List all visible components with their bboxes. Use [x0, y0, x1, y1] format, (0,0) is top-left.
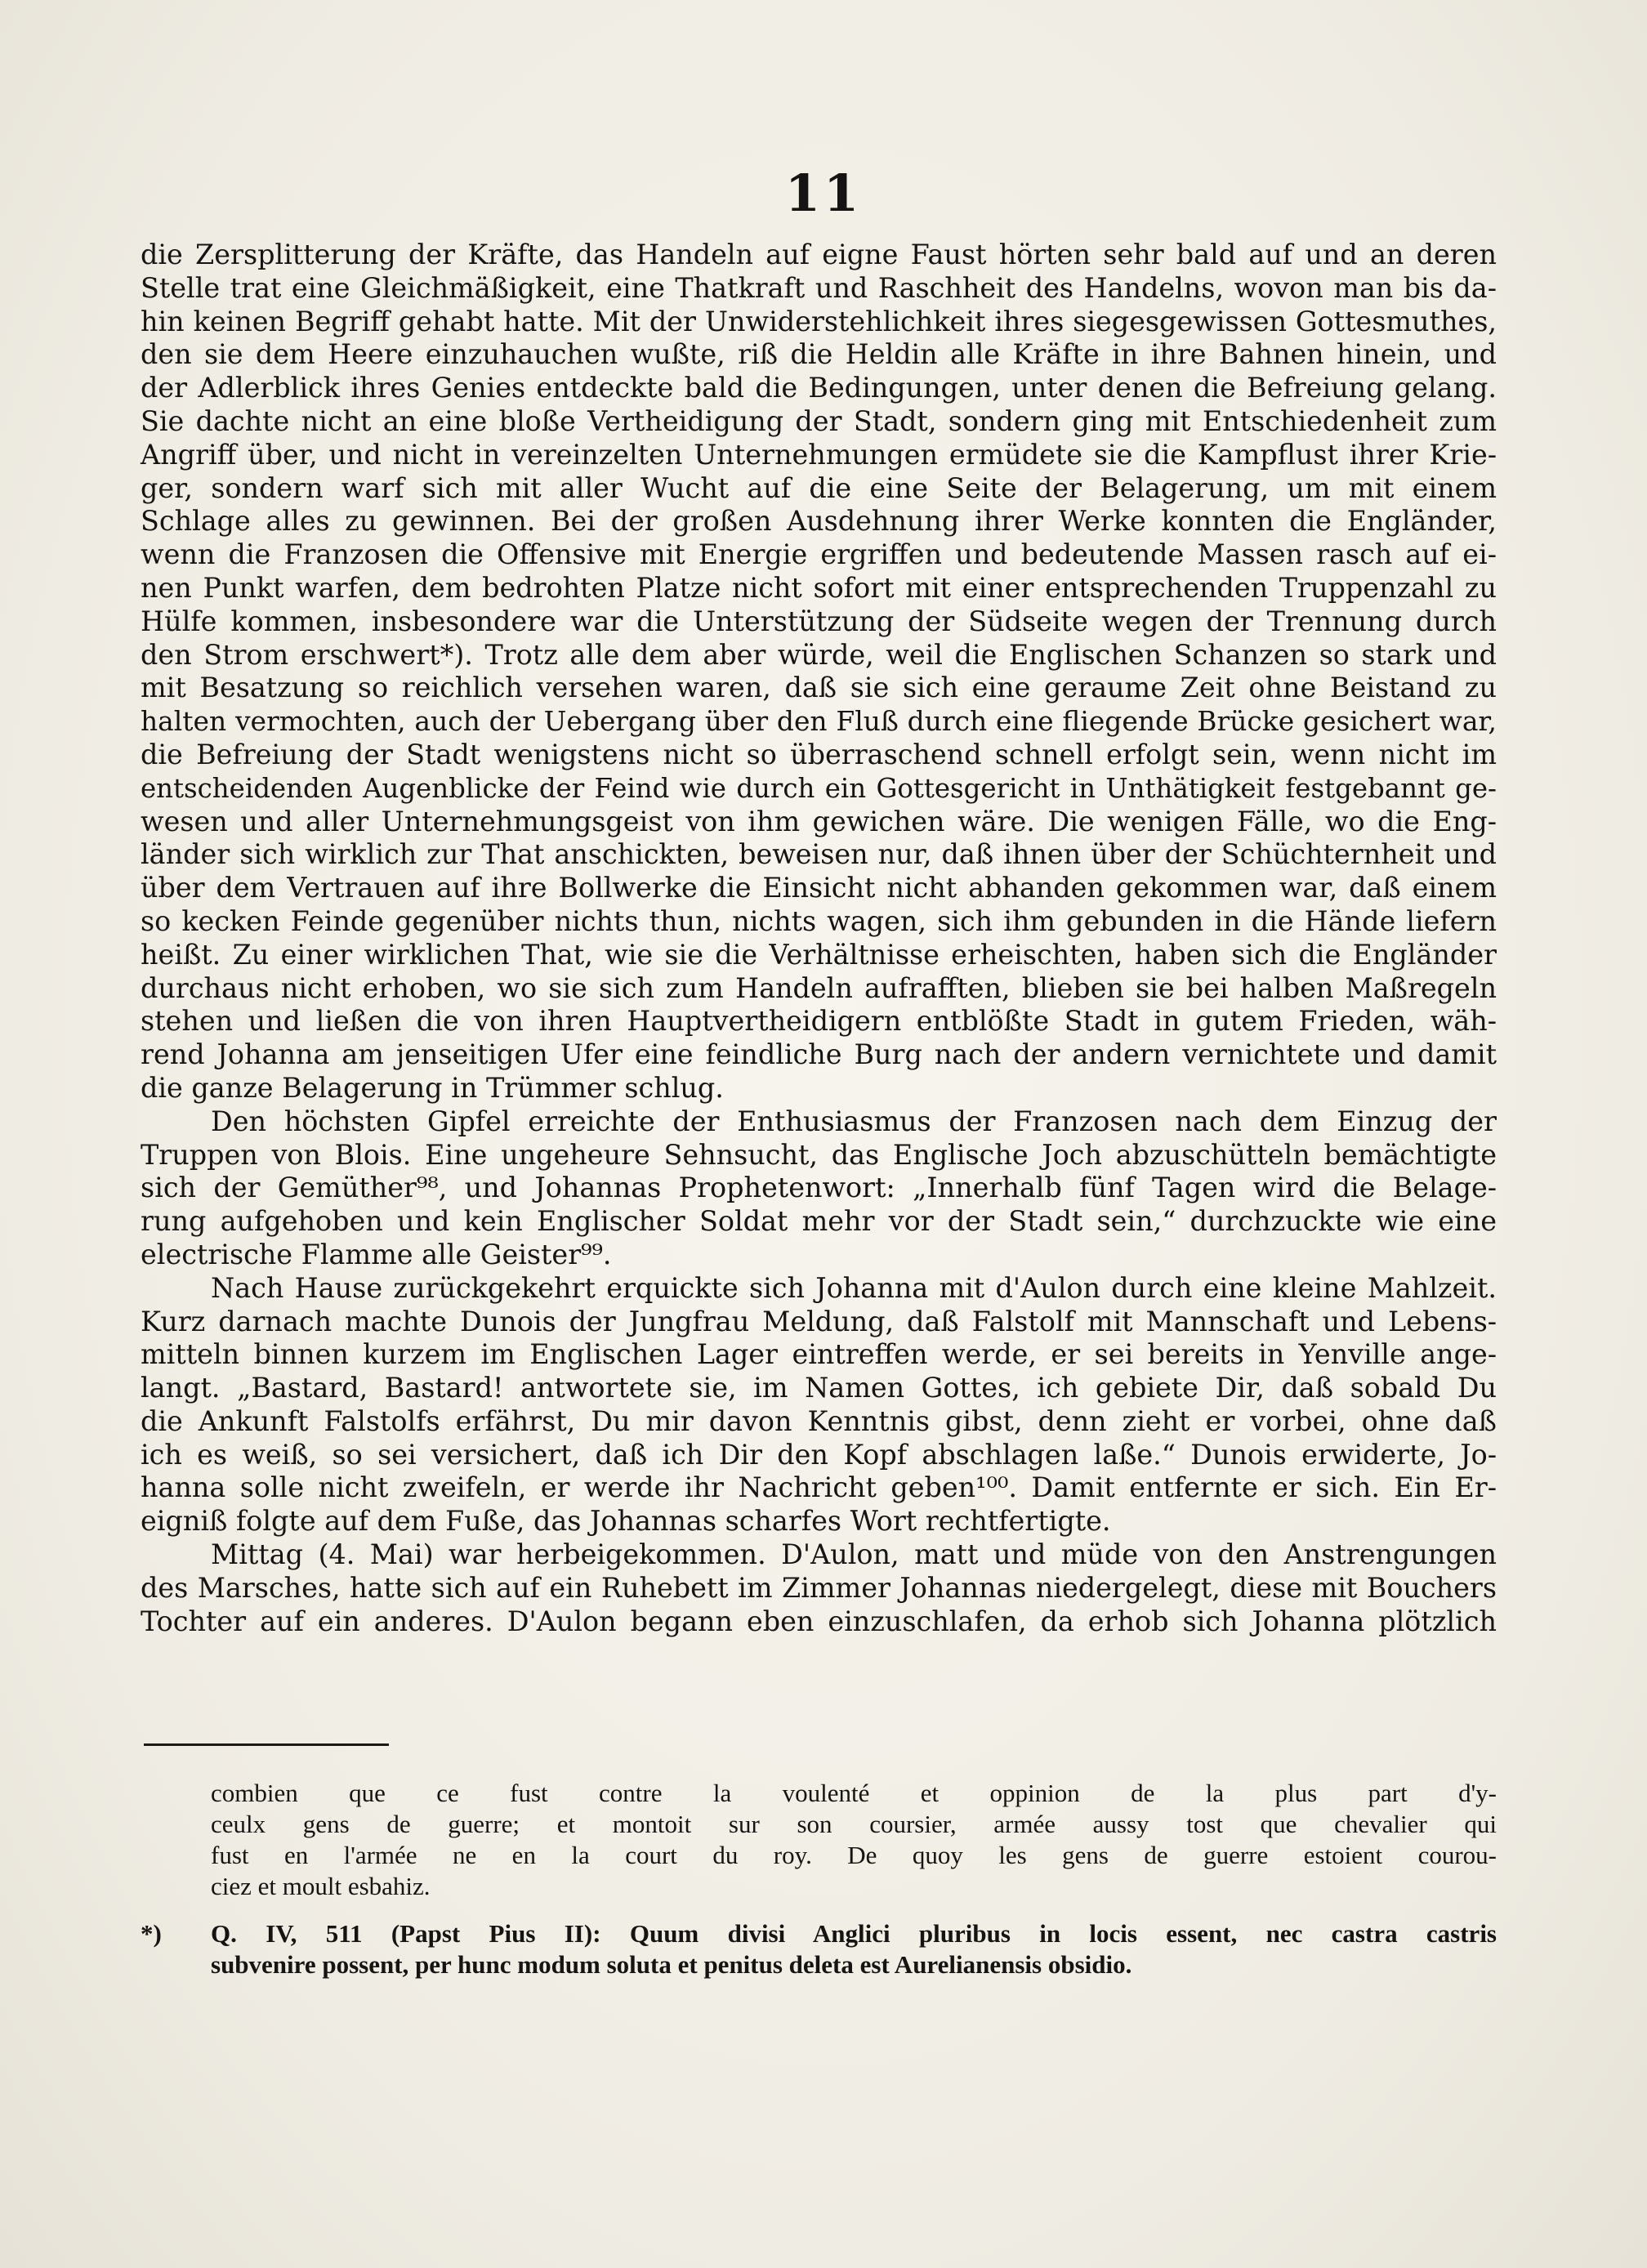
text-line: Schlage alles zu gewinnen. Bei der großen Ausdehnung ihrer Werke konnten die Engländer,	[141, 505, 1497, 538]
text-line: länder sich wirklich zur That anschickten, beweisen nur, daß ihnen über der Schüchternheit und	[141, 838, 1497, 871]
paragraph-start-line: Nach Hause zurückgekehrt erquickte sich Johanna mit d'Aulon durch eine kleine Mahlzeit.	[211, 1271, 1497, 1304]
text-line: mitteln binnen kurzem im Englischen Lager eintreffen werde, er sei bereits in Yenville ange-	[141, 1338, 1497, 1371]
text-line: sich der Gemüther⁹⁸, und Johannas Prophetenwort: „Innerhalb fünf Tagen wird die Belage-	[141, 1172, 1497, 1204]
paragraph-start-line: Mittag (4. Mai) war herbeigekommen. D'Aulon, matt und müde von den Anstrengungen	[211, 1538, 1497, 1571]
text-line: Stelle trat eine Gleichmäßigkeit, eine Thatkraft und Raschheit des Handelns, wovon man bis da-	[141, 271, 1497, 304]
text-line: über dem Vertrauen auf ihre Bollwerke die Einsicht nicht abhanden gekommen war, daß einem	[141, 872, 1497, 904]
page-number: 11	[784, 163, 863, 223]
text-line: Kurz darnach machte Dunois der Jungfrau Meldung, daß Falstolf mit Mannschaft und Lebens-	[141, 1305, 1497, 1337]
text-line: des Marsches, hatte sich auf ein Ruhebett im Zimmer Johannas niedergelegt, diese mit Bouchers	[141, 1571, 1497, 1604]
footnotes-block	[141, 1778, 1497, 1980]
footnote-line: ciez et moult esbahiz.	[211, 1872, 431, 1900]
text-line: die Ankunft Falstolfs erfährst, Du mir davon Kenntnis gibst, denn zieht er vorbei, ohne daß	[141, 1404, 1497, 1437]
text-line: Hülfe kommen, insbesondere war die Unterstützung der Südseite wegen der Trennung durch	[141, 605, 1497, 637]
paragraph-end-line: die ganze Belagerung in Trümmer schlug.	[141, 1071, 724, 1104]
text-line: der Adlerblick ihres Genies entdeckte bald die Bedingungen, unter denen die Befreiung gelang.	[141, 372, 1497, 404]
text-line: wesen und aller Unternehmungsgeist von ihm gewichen wäre. Die wenigen Fälle, wo die Eng-	[141, 805, 1497, 837]
text-line: rung aufgehoben und kein Englischer Soldat mehr vor der Stadt sein,“ durchzuckte wie eine	[141, 1205, 1497, 1238]
text-line: rend Johanna am jenseitigen Ufer eine feindliche Burg nach der andern vernichtete und damit	[141, 1038, 1497, 1071]
text-line: Truppen von Blois. Eine ungeheure Sehnsucht, das Englische Joch abzuschütteln bemächtigte	[141, 1138, 1497, 1171]
text-line: durchaus nicht erhoben, wo sie sich zum Handeln aufrafften, blieben sie bei halben Maßregeln	[141, 971, 1497, 1004]
text-line: den sie dem Heere einzuhauchen wußte, riß die Heldin alle Kräfte in ihre Bahnen hinein, und	[141, 338, 1497, 371]
footnote-asterisk	[141, 1918, 1497, 1980]
paragraph-end-line: eigniß folgte auf dem Fuße, das Johannas scharfes Wort rechtfertigte.	[141, 1505, 1111, 1538]
paragraph-end-line: electrische Flamme alle Geister⁹⁹.	[141, 1238, 612, 1270]
text-line: halten vermochten, auch der Uebergang über den Fluß durch eine fliegende Brücke gesichert war,	[141, 705, 1497, 738]
text-line: ger, sondern warf sich mit aller Wucht auf die eine Seite der Belagerung, um mit einem	[141, 471, 1497, 504]
text-line: den Strom erschwert*). Trotz alle dem aber würde, weil die Englischen Schanzen so stark und	[141, 638, 1497, 671]
footnote-line: subvenire possent, per hunc modum soluta et penitus deleta est Aurelianensis obsidio.	[211, 1950, 1132, 1979]
footnote-continued	[141, 1778, 1497, 1902]
footnote-marker: *)	[141, 1919, 162, 1948]
text-line: entscheidenden Augenblicke der Feind wie durch ein Gottesgericht in Unthätigkeit festgebannt ge-	[141, 772, 1497, 804]
text-line: mit Besatzung so reichlich versehen waren, daß sie sich eine geraume Zeit ohne Beistand zu	[141, 672, 1497, 704]
text-line: stehen und ließen die von ihren Hauptvertheidigern entblößte Stadt in gutem Frieden, wäh-	[141, 1005, 1497, 1038]
text-line: hanna solle nicht zweifeln, er werde ihr Nachricht geben¹⁰⁰. Damit entfernte er sich. Ein Er-	[141, 1471, 1497, 1504]
footnote-line: combien que ce fust contre la voulenté et oppinion de la plus part d'y-	[211, 1779, 1497, 1807]
text-line: ich es weiß, so sei versichert, daß ich Dir den Kopf abschlagen laße.“ Dunois erwiderte, Jo-	[141, 1438, 1497, 1471]
main-text-block	[141, 239, 1497, 1638]
text-line: die Zersplitterung der Kräfte, das Handeln auf eigne Faust hörten sehr bald auf und an deren	[141, 239, 1497, 270]
text-line: die Befreiung der Stadt wenigstens nicht so überraschend schnell erfolgt sein, wenn nicht im	[141, 738, 1497, 770]
text-line: hin keinen Begriff gehabt hatte. Mit der Unwiderstehlichkeit ihres siegesgewissen Gottesmuthes,	[141, 305, 1497, 337]
text-line: Tochter auf ein anderes. D'Aulon begann eben einzuschlafen, da erhob sich Johanna plötzlich	[141, 1605, 1497, 1637]
footnote-line: fust en l'armée ne en la court du roy. De quoy les gens de guerre estoient courou-	[211, 1841, 1497, 1869]
text-line: Sie dachte nicht an eine bloße Vertheidigung der Stadt, sondern ging mit Entschiedenheit zum	[141, 404, 1497, 437]
text-line: nen Punkt warfen, dem bedrohten Platze nicht sofort mit einer entsprechenden Truppenzahl zu	[141, 571, 1497, 604]
text-line: heißt. Zu einer wirklichen That, wie sie die Verhältnisse erheischten, haben sich die Engländer	[141, 938, 1497, 971]
text-line: Angriff über, und nicht in vereinzelten Unternehmungen ermüdete sie die Kampflust ihrer Krie-	[141, 438, 1497, 471]
text-line: so kecken Feinde gegenüber nichts thun, nichts wagen, sich ihm gebunden in die Hände liefern	[141, 904, 1497, 937]
text-line: langt. „Bastard, Bastard! antwortete sie, im Namen Gottes, ich gebiete Dir, daß sobald Du	[141, 1372, 1497, 1404]
footnote-line: ceulx gens de guerre; et montoit sur son coursier, armée aussy tost que chevalier qui	[211, 1810, 1497, 1838]
paragraph-start-line: Den höchsten Gipfel erreichte der Enthusiasmus der Franzosen nach dem Einzug der	[211, 1105, 1497, 1137]
footnote-line-text: Q. IV, 511 (Papst Pius II): Quum divisi Anglici pluribus in locis essent, nec castra castris	[211, 1919, 1497, 1948]
text-line: wenn die Franzosen die Offensive mit Energie ergriffen und bedeutende Massen rasch auf ei-	[141, 538, 1497, 571]
footnote-first-line	[141, 1918, 1497, 1949]
footnote-separator-rule	[144, 1743, 389, 1746]
